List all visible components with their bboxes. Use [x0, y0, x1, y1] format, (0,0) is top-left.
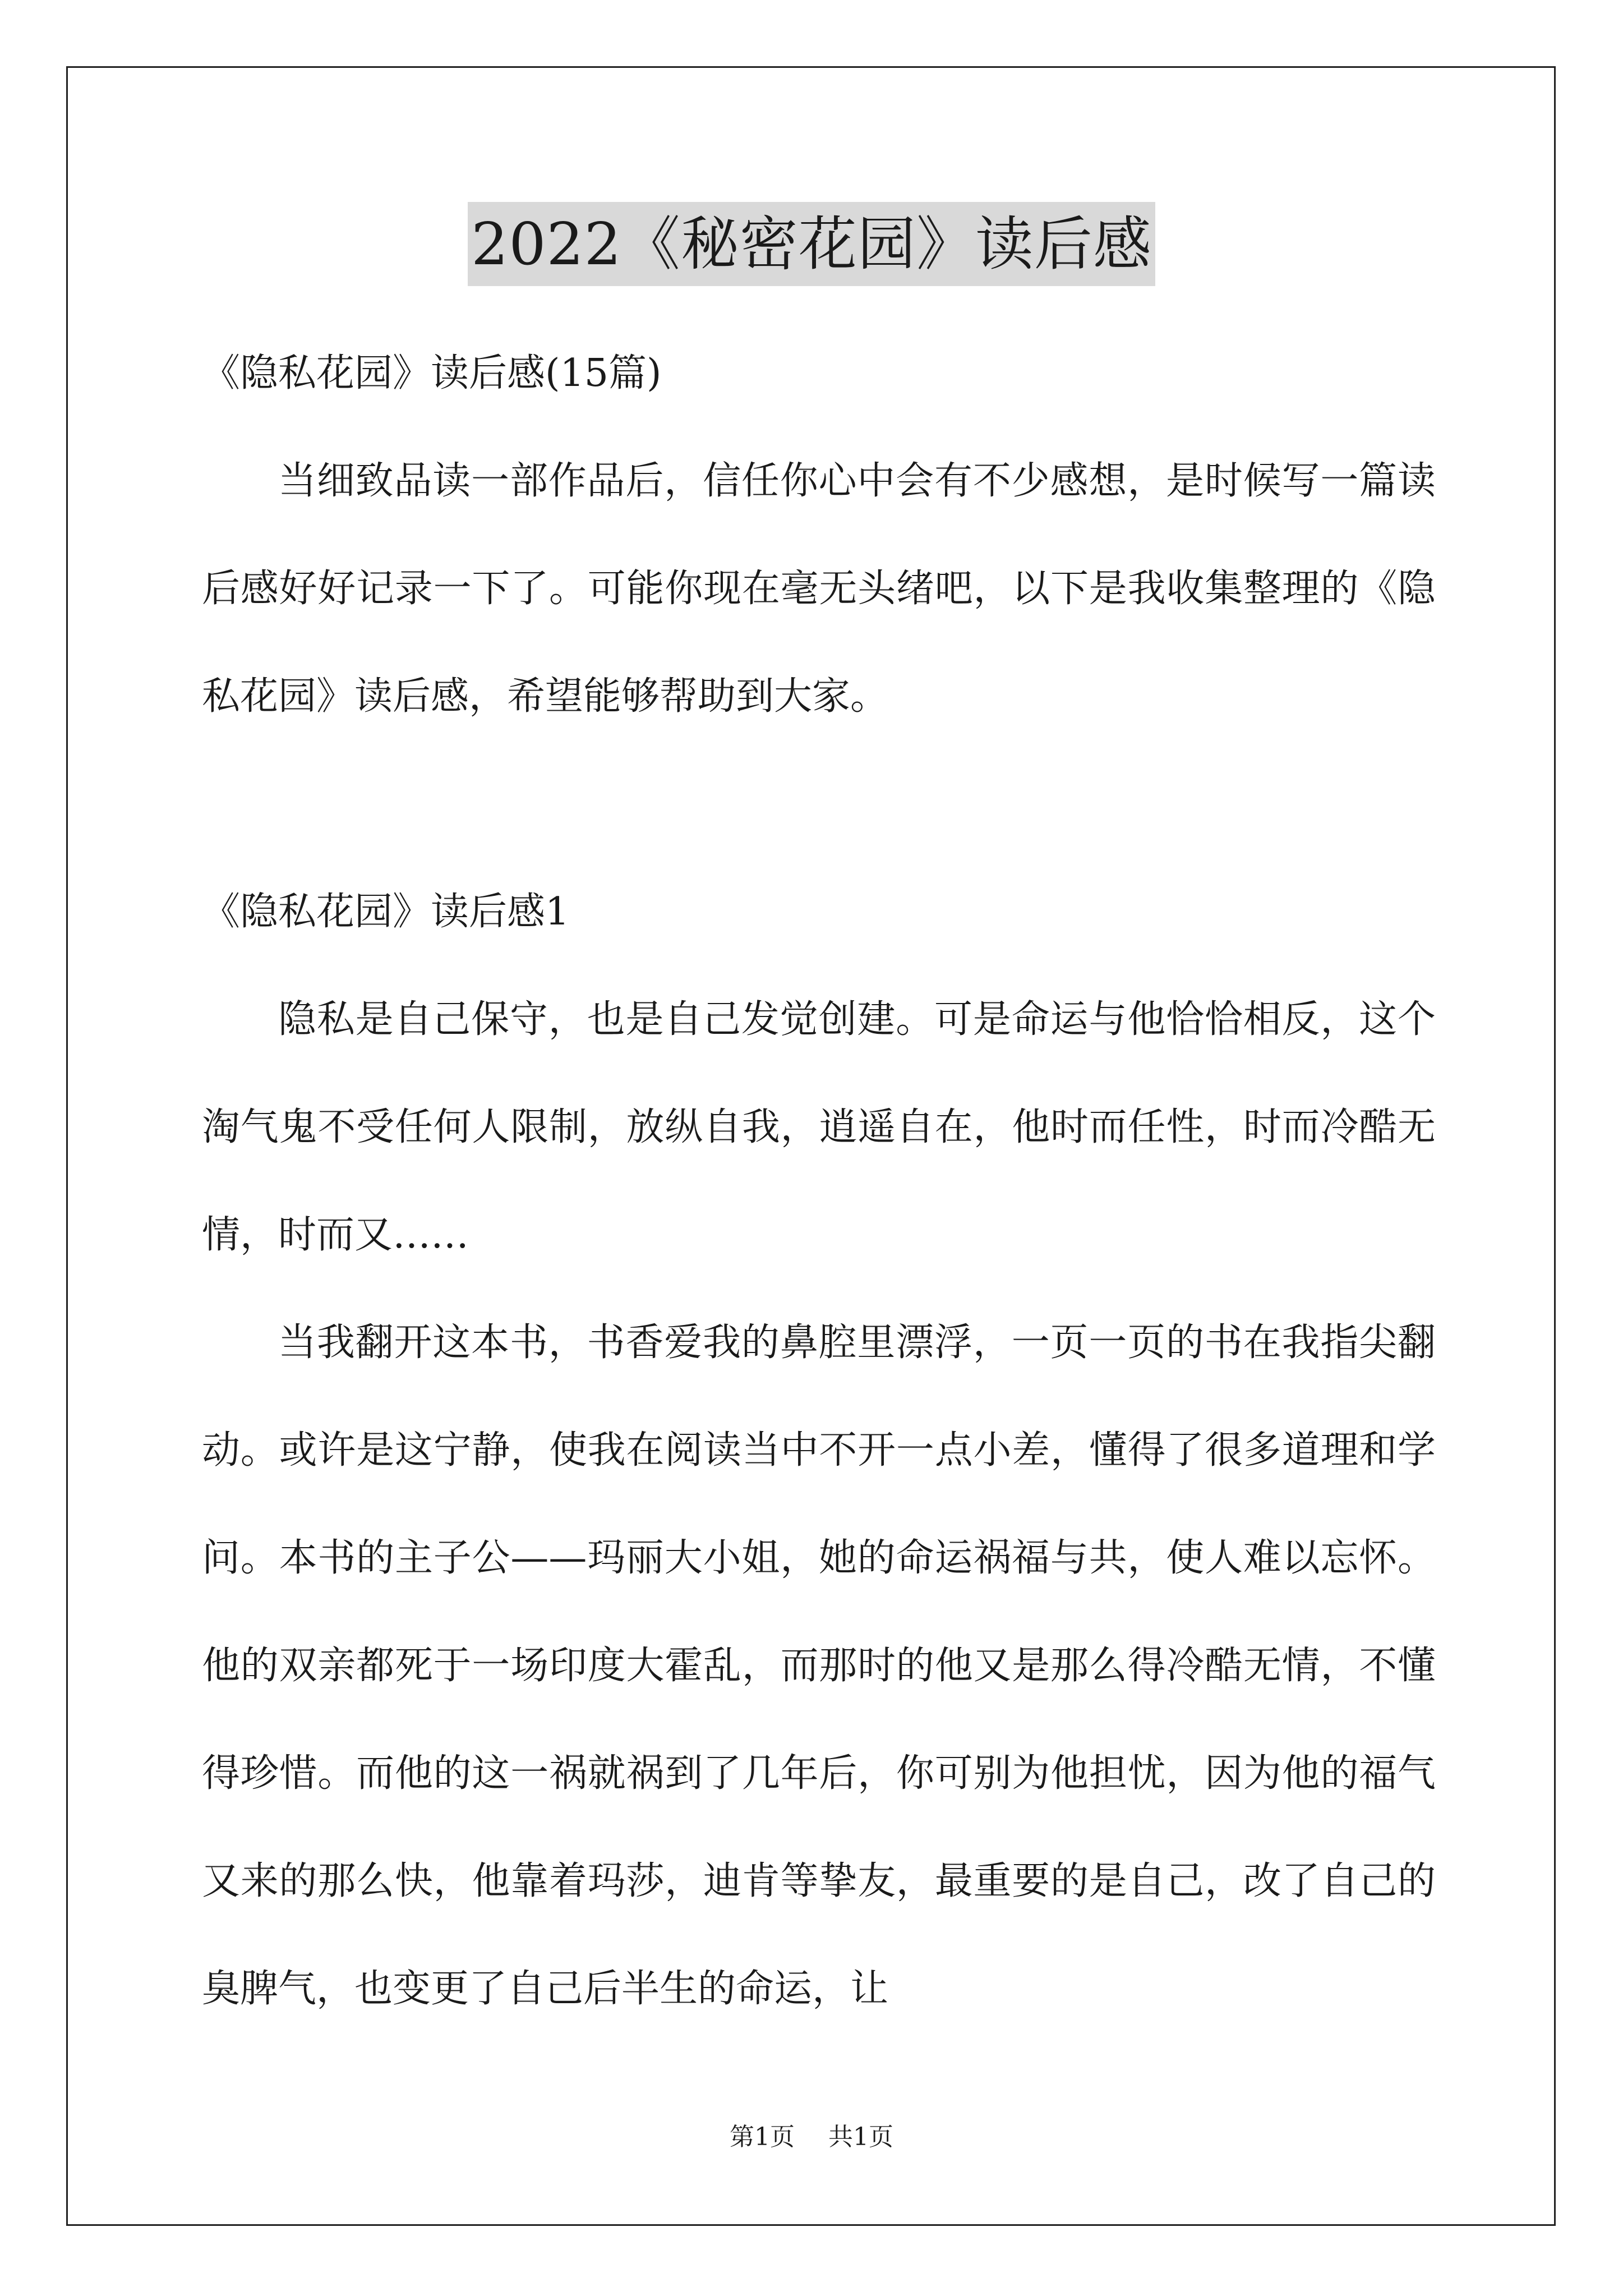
page-total: 共1页	[828, 2123, 893, 2151]
paragraph-spacer	[202, 751, 1436, 858]
body-paragraph-2: 当我翻开这本书，书香爱我的鼻腔里漂浮，一页一页的书在我指尖翻动。或许是这宁静，使我在阅读当中不开一点小差，懂得了很多道理和学问。本书的主子公——玛丽大小姐，她的命运祸福与共，使人难以忘怀。他的双亲都死于一场印度大霍乱，而那时的他又是那么得冷酷无情，不懂得珍惜。而他的这一祸就祸到了几年后，你可别为他担忧，因为他的福气又来的那么快，他靠着玛莎，迪肯等挚友，最重要的是自己，改了自己的臭脾气，也变更了自己后半生的命运，让	[202, 1320, 1436, 2011]
document-body	[202, 320, 1436, 2043]
page-footer	[0, 2120, 1623, 2154]
section-heading-1: 《隐私花园》读后感1	[202, 890, 570, 934]
document-title: 2022《秘密花园》读后感	[468, 202, 1155, 286]
title-container	[0, 202, 1623, 286]
subtitle-heading: 《隐私花园》读后感(15篇)	[202, 351, 662, 395]
intro-paragraph: 当细致品读一部作品后，信任你心中会有不少感想，是时候写一篇读后感好好记录一下了。可能你现在毫无头绪吧，以下是我收集整理的《隐私花园》读后感，希望能够帮助到大家。	[202, 459, 1436, 719]
body-paragraph-1: 隐私是自己保守，也是自己发觉创建。可是命运与他恰恰相反，这个淘气鬼不受任何人限制，放纵自我，逍遥自在，他时而任性，时而冷酷无情，时而又……	[202, 997, 1436, 1257]
page-number: 第1页	[730, 2123, 795, 2151]
